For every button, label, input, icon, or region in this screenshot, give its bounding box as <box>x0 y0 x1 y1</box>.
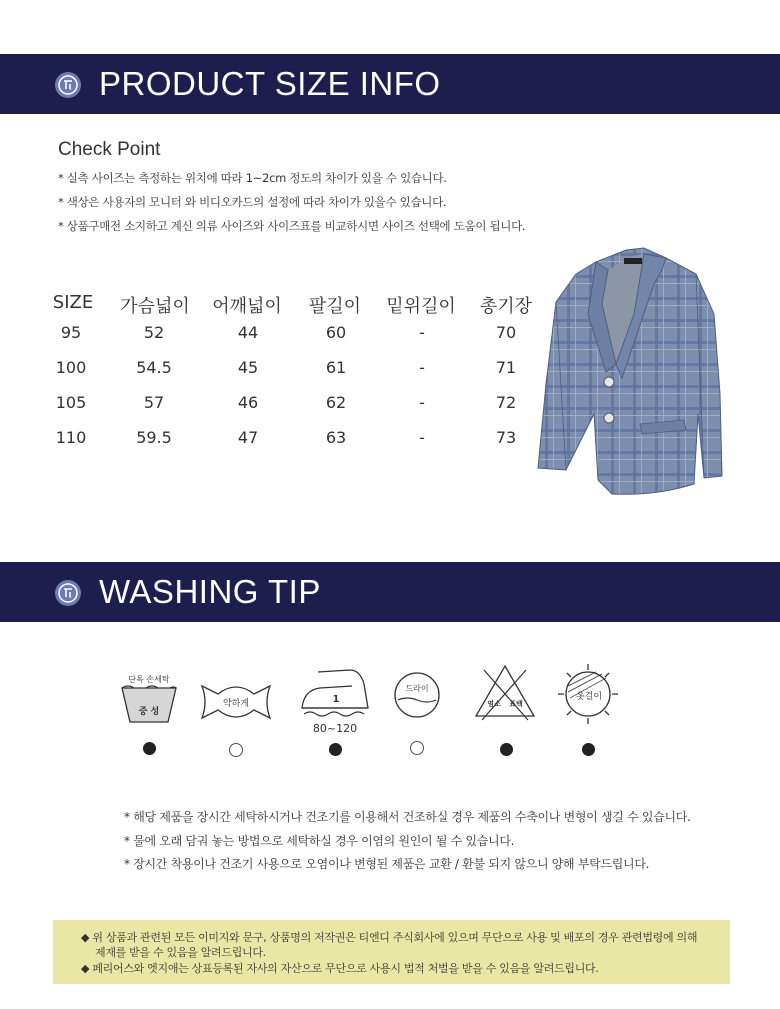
size-table-cell: 100 <box>55 358 87 377</box>
check-point-note: * 상품구매전 소지하고 계신 의류 사이즈와 사이즈표를 비교하시면 사이즈 선택에 도움이 됩니다. <box>58 219 526 233</box>
size-table-cell: 46 <box>237 393 259 412</box>
dry-clean-icon <box>392 670 442 720</box>
size-table-cell: 105 <box>55 393 87 412</box>
size-table-cell: 45 <box>237 358 259 377</box>
size-table-cell: - <box>419 323 425 342</box>
size-info-header <box>0 54 780 114</box>
washing-tip-title: WASHING TIP <box>99 573 321 610</box>
size-info-title: PRODUCT SIZE INFO <box>99 65 441 102</box>
size-table-cell: 47 <box>237 428 259 447</box>
no-bleach-label-right: 표백 <box>509 700 523 708</box>
hand-wash-top-label: 단독 손세탁 <box>128 675 170 684</box>
iron-level-label: 1 <box>332 694 340 705</box>
size-table-header: SIZE <box>52 292 94 313</box>
size-table-cell: 110 <box>55 428 87 447</box>
hand-wash-label: 중 성 <box>138 707 160 717</box>
copyright-line: ◆ 위 상품과 관련된 모든 이미지와 문구, 상품명의 저작권은 티엔디 주식회사에 있으며 무단으로 사용 및 배포의 경우 관련법령에 의해 <box>81 931 698 944</box>
wring-gently-icon <box>198 680 274 724</box>
check-point-title: Check Point <box>58 139 161 160</box>
size-table-cell: 59.5 <box>136 428 172 447</box>
hand-wash-selected-dot <box>143 742 156 755</box>
check-point-note: * 실측 사이즈는 측정하는 위치에 따라 1~2cm 정도의 차이가 있을 수 있습니다. <box>58 171 447 185</box>
size-table-header: 어깨넓이 <box>212 296 282 317</box>
no-bleach-selected-dot <box>500 743 513 756</box>
washing-tip-header <box>0 562 780 622</box>
brand-logo-icon <box>55 580 81 606</box>
size-table-cell: - <box>419 393 425 412</box>
hang-dry-shade-icon <box>556 662 620 726</box>
size-table-header: 팔길이 <box>308 296 362 317</box>
size-table-header: 밑위길이 <box>386 296 456 317</box>
size-table-cell: 54.5 <box>136 358 172 377</box>
hand-wash-tub-icon <box>118 668 180 728</box>
size-table-cell: 52 <box>143 323 165 342</box>
size-table-cell: 95 <box>60 323 82 342</box>
size-table-header: 가슴넓이 <box>120 296 190 317</box>
size-table-cell: 71 <box>495 358 517 377</box>
dry-clean-unselected-dot <box>410 741 424 755</box>
size-table-header: 총기장 <box>479 296 533 317</box>
hang-dry-label: 옷걸이 <box>575 692 603 702</box>
trademark-line: ◆ 페리어스와 엣지애는 상표등록된 자사의 자산으로 무단으로 사용시 법적 처벌을 받을 수 있음을 알려드립니다. <box>81 962 599 975</box>
no-bleach-label-left: 염소 <box>487 700 501 708</box>
check-point-note: * 색상은 사용자의 모니터 와 비디오카드의 설정에 따라 차이가 있을수 있습니다. <box>58 195 447 209</box>
size-table-cell: 72 <box>495 393 517 412</box>
size-table-cell: 44 <box>237 323 259 342</box>
size-table-cell: 70 <box>495 323 517 342</box>
wring-label: 약하게 <box>222 699 250 709</box>
iron-icon <box>298 664 372 738</box>
size-table-cell: 62 <box>325 393 347 412</box>
size-table-cell: 61 <box>325 358 347 377</box>
washing-note: * 해당 제품을 장시간 세탁하시거나 건조기를 이용해서 건조하실 경우 제품의 수축이나 변형이 생길 수 있습니다. <box>124 810 691 824</box>
copyright-line: 제재를 받을 수 있음을 알려드립니다. <box>95 946 266 959</box>
size-table-cell: - <box>419 428 425 447</box>
size-table-cell: 73 <box>495 428 517 447</box>
jacket-product-image <box>536 244 726 502</box>
no-bleach-icon <box>472 662 538 722</box>
wring-unselected-dot <box>229 743 243 757</box>
size-table-cell: 63 <box>325 428 347 447</box>
dry-clean-label: 드라이 <box>405 684 429 693</box>
washing-note: * 장시간 착용이나 건조기 사용으로 오염이나 변형된 제품은 교환 / 환불 되지 않으니 양해 부탁드립니다. <box>124 857 650 871</box>
washing-note: * 물에 오래 담궈 놓는 방법으로 세탁하실 경우 이염의 원인이 될 수 있습니다. <box>124 834 515 848</box>
copyright-notice-box <box>53 920 730 984</box>
brand-logo-icon <box>55 72 81 98</box>
size-table-cell: 57 <box>143 393 165 412</box>
size-table-cell: 60 <box>325 323 347 342</box>
hang-dry-selected-dot <box>582 743 595 756</box>
iron-selected-dot <box>329 743 342 756</box>
iron-temperature-label: 80~120 <box>312 722 358 735</box>
size-table-cell: - <box>419 358 425 377</box>
